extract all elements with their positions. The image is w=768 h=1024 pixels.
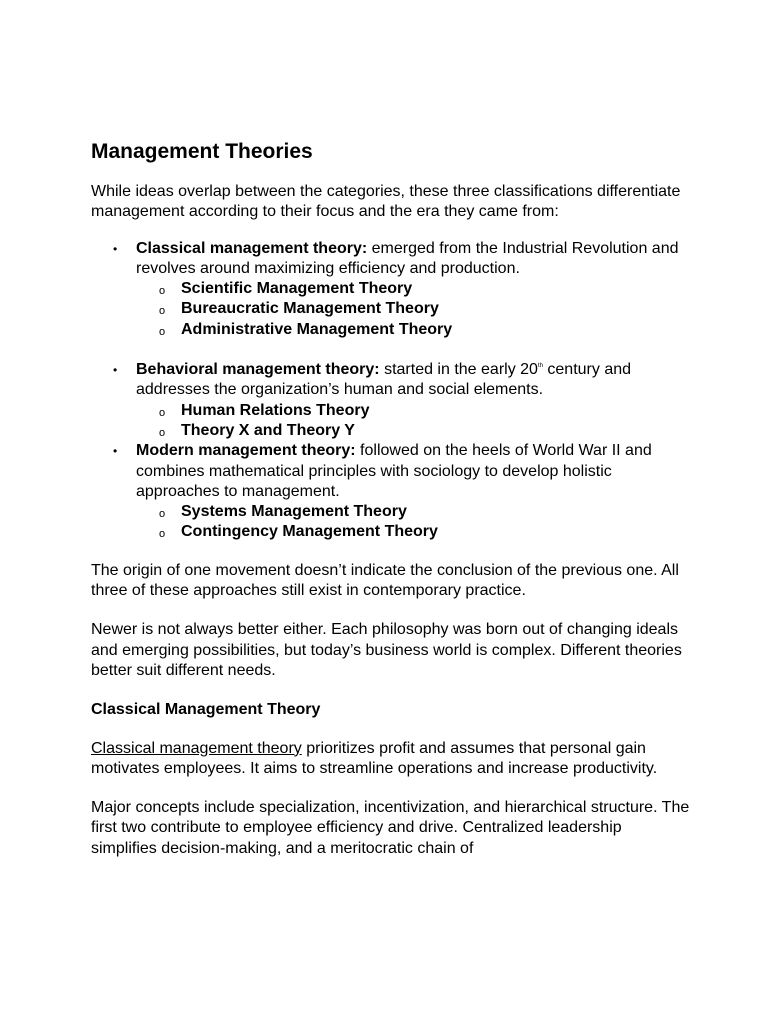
document-page <box>91 138 691 859</box>
subtype-list <box>136 279 691 340</box>
circle-bullet-icon: o <box>159 508 166 521</box>
theory-description: started in the early 20 <box>379 361 538 379</box>
subtype-label: Scientific Management Theory <box>181 280 413 298</box>
theory-list <box>91 239 691 543</box>
subtype-label: Systems Management Theory <box>181 503 407 521</box>
bullet-icon: • <box>113 363 118 378</box>
subtype-label: Administrative Management Theory <box>181 320 453 338</box>
circle-bullet-icon: o <box>159 426 166 439</box>
theory-description: century and addresses the organization’s human and social elements. <box>136 361 632 399</box>
subtype-label: Contingency Management Theory <box>181 523 438 541</box>
list-item-modern <box>91 441 691 542</box>
paragraph-origin: The origin of one movement doesn’t indicate the conclusion of the previous one. All three of these approaches still exist in contemporary practice. <box>91 561 679 600</box>
theory-name: Behavioral management theory: <box>136 361 380 379</box>
list-item-classical <box>91 239 691 340</box>
circle-bullet-icon: o <box>159 528 166 541</box>
classical-theory-link[interactable]: Classical management theory <box>91 739 302 757</box>
subtype-item <box>136 299 691 319</box>
paragraph-concepts: Major concepts include specialization, incentivization, and hierarchical structure. The first two contribute to employee efficiency and drive. Centralized leadership simplifies decision-making, and a meritocratic chain of <box>91 799 690 857</box>
bullet-icon: • <box>113 241 118 256</box>
subtype-item <box>136 401 691 421</box>
subtype-label: Theory X and Theory Y <box>181 421 355 439</box>
subtype-item <box>136 320 691 340</box>
theory-name: Modern management theory: <box>136 442 356 460</box>
subtype-item <box>136 421 691 441</box>
subtype-list <box>136 502 691 543</box>
circle-bullet-icon: o <box>159 285 166 298</box>
section-heading: Classical Management Theory <box>91 701 321 719</box>
intro-paragraph: While ideas overlap between the categories, these three classifications differentiate management according to their focus and the era they came from: <box>91 183 681 221</box>
subtype-item <box>136 279 691 299</box>
list-item-behavioral <box>91 360 691 441</box>
superscript: th <box>537 363 543 370</box>
page-title: Management Theories <box>91 140 313 163</box>
paragraph-classical <box>91 739 691 780</box>
subtype-list <box>136 401 691 442</box>
circle-bullet-icon: o <box>159 406 166 419</box>
circle-bullet-icon: o <box>159 305 166 318</box>
bullet-icon: • <box>113 444 118 459</box>
subtype-label: Bureaucratic Management Theory <box>181 300 439 318</box>
circle-bullet-icon: o <box>159 325 166 338</box>
theory-description: emerged from the Industrial Revolution and revolves around maximizing efficiency and production. <box>136 239 679 277</box>
subtype-item <box>136 522 691 542</box>
theory-description: followed on the heels of World War II and combines mathematical principles with sociology to develop holistic approaches to management. <box>136 442 652 500</box>
paragraph-newer: Newer is not always better either. Each philosophy was born out of changing ideals and emerging possibilities, but today’s business world is complex. Different theories better suit different needs. <box>91 621 682 679</box>
subtype-item <box>136 502 691 522</box>
subtype-label: Human Relations Theory <box>181 401 370 419</box>
theory-name: Classical management theory: <box>136 239 368 257</box>
classical-text: prioritizes profit and assumes that personal gain motivates employees. It aims to streamline operations and increase productivity. <box>91 739 658 777</box>
